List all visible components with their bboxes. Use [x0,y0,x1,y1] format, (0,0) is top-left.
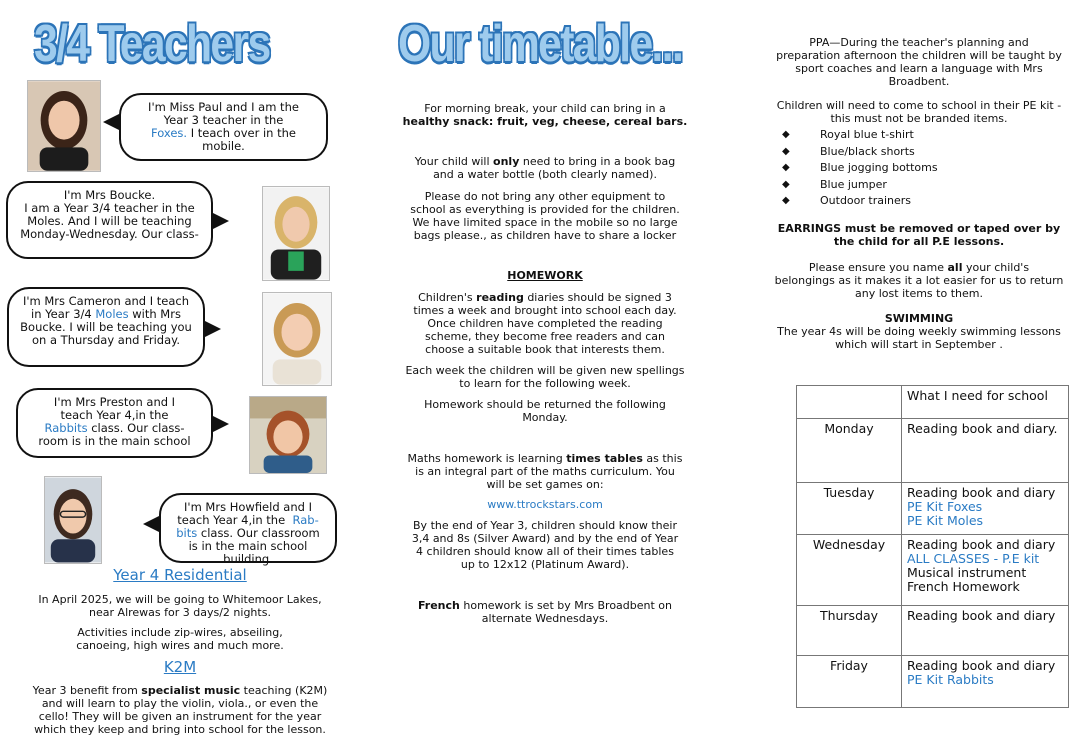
bubble-tail [203,320,221,338]
bubble-line: Monday-Wednesday. Our class- [20,227,199,241]
text-run: Your child will [414,155,494,168]
returned-paragraph [380,398,710,424]
pe-kit-paragraph [760,99,1078,125]
table-header-cell: What I need for school [902,386,1069,419]
table-row [797,656,1069,708]
items-cell [902,483,1069,535]
list-item [782,193,938,210]
text-run: as this [642,452,683,465]
item-line: Reading book and diary [907,537,1056,552]
text-run: Year 3 benefit from [32,684,142,697]
table-row [797,535,1069,606]
table-row [797,483,1069,535]
text-line: to learn for the following week. [459,377,631,390]
residential-paragraph [0,593,360,619]
item-line: PE Kit Rabbits [907,672,994,687]
k2m-heading[interactable]: K2M [163,658,197,676]
text-line: Once children have completed the reading [427,317,663,330]
spellings-paragraph [380,364,710,390]
teacher-photo-mrs-cameron [262,292,332,386]
class-name-rabbits-end: bits [176,526,198,540]
text-line: and will learn to play the violin, viola., or even the [41,697,319,710]
day-cell: Wednesday [797,535,902,606]
text-line: school as everything is provided for the children. [410,203,680,216]
activities-paragraph [0,626,360,652]
bubble-line: Rabbits class. Our class- [44,421,185,435]
bubble-line: teach Year 4,in the Rab- [177,513,319,527]
text-line [0,684,360,697]
homework-heading: HOMEWORK [507,269,583,282]
text-line: up to 12x12 (Platinum Award). [460,558,630,571]
text-line: any lost items to them. [855,287,983,300]
day-cell: Tuesday [797,483,902,535]
reading-paragraph [380,291,710,356]
info-column [760,0,1083,742]
text-run: teaching (K2M) [240,684,328,697]
day-cell: Friday [797,656,902,708]
text-line [760,261,1078,274]
text-line: belongings as it makes it a lot easier for us to return [774,274,1064,287]
items-cell [902,656,1069,708]
class-name-rabbits: Rabbits [44,421,88,435]
bubble-line: I'm Mrs Preston and I [53,395,176,409]
text-line [380,599,710,612]
diamond-bullet-icon: ◆ [782,145,790,157]
bubble-line: is in the main school building. [188,539,308,566]
text-line: preparation afternoon the children will be taught by [776,49,1062,62]
item-line: ALL CLASSES - P.E kit [907,551,1040,566]
text-line [380,155,710,168]
table-header-row [797,386,1069,419]
text-line: choose a suitable book that interests them. [425,343,665,356]
snack-paragraph [380,102,710,128]
item-line: Reading book and diary [907,658,1056,673]
ppa-paragraph [760,36,1078,88]
bag-paragraph [380,155,710,181]
text-line: the child for all P.E lessons. [833,235,1005,248]
bubble-tail [211,415,229,433]
text-bold: reading [476,291,524,304]
bubble-line: teach Year 4,in the [60,408,169,422]
teacher-bubble-mrs-howfield [159,493,337,566]
text-run: need to bring in a book bag [519,155,676,168]
text-line: PPA—During the teacher's planning and [809,36,1029,49]
item-line: Musical instrument [907,565,1027,580]
teachers-column [0,0,360,742]
items-cell [902,419,1069,483]
table-row [797,419,1069,483]
text-line: and a water bottle (both clearly named). [433,168,657,181]
names-paragraph [760,261,1078,300]
text-bold: specialist music [141,684,241,697]
teacher-photo-mrs-howfield [44,476,102,564]
diamond-bullet-icon: ◆ [782,162,790,173]
text-line: We have limited space in the mobile so no large [412,216,678,229]
ttrockstars-link[interactable]: www.ttrockstars.com [487,498,603,511]
teacher-photo-mrs-preston [249,396,327,474]
text-line: alternate Wednesdays. [481,612,609,625]
text-line: Monday. [522,411,568,424]
text-line: bags please., as children have to share a locker [413,229,677,242]
text-line: near Alrewas for 3 days/2 nights. [89,606,271,619]
items-cell [902,535,1069,606]
text-bold: all [947,261,963,274]
bubble-line: Year 3 teacher in the [163,113,284,127]
bubble-tail [211,212,229,230]
bubble-line: I'm Mrs Cameron and I teach [22,294,190,308]
text-run: homework is set by Mrs Broadbent on [459,599,673,612]
day-cell: Thursday [797,606,902,656]
diamond-bullet-icon: ◆ [782,129,790,140]
text-bold: healthy snack: fruit, veg, cheese, cereal bars. [402,115,688,128]
bubble-tail [103,113,121,131]
bubble-line: room is in the main school [38,434,191,448]
text-line: canoeing, high wires and much more. [76,639,284,652]
text-line: Each week the children will be given new spellings [405,364,685,377]
text-run: Maths homework is learning [407,452,567,465]
text-line: scheme, they become free readers and can [425,330,665,343]
text-line: which they keep and bring into school for the lesson. [34,723,326,736]
text-line: For morning break, your child can bring in a [424,102,666,115]
bubble-line: mobile. [202,139,245,153]
text-run: your child's [962,261,1030,274]
k2m-paragraph [0,684,360,736]
bubble-line: Moles. And I will be teaching [27,214,192,228]
text-line: cello! They will be given an instrument for the year [38,710,322,723]
list-item [782,144,938,161]
text-line: Homework should be returned the following [424,398,666,411]
text-line: Broadbent. [888,75,950,88]
diamond-bullet-icon: ◆ [782,178,790,190]
text-line: EARRINGS must be removed or taped over by [777,222,1061,235]
swimming-heading: SWIMMING [884,312,954,325]
class-name-moles: Moles [95,307,129,321]
list-item [782,177,938,194]
text-line: Please do not bring any other equipment to [424,190,666,203]
pe-kit-list [782,127,938,210]
list-item-text: Outdoor trainers [820,194,912,207]
text-line: 3,4 and 8s (Silver Award) and by the end of Year [411,532,679,545]
weekly-needs-table [796,385,1069,708]
text-line: times a week and brought into school each day. [413,304,677,317]
text-line: which will start in September . [835,338,1003,351]
list-item-text: Blue/black shorts [820,144,915,158]
text-line [380,291,710,304]
teacher-bubble-mrs-preston [16,388,213,458]
bubble-line: in Year 3/4 Moles with Mrs [31,307,181,321]
bubble-line: I am a Year 3/4 teacher in the [24,201,195,215]
item-line: Reading book and diary. [907,421,1058,436]
bubble-line: I'm Mrs Boucke. [63,188,156,202]
teacher-photo-miss-paul [27,80,101,172]
text-line: this must not be branded items. [830,112,1008,125]
day-cell: Monday [797,419,902,483]
text-line: is an integral part of the maths curriculum. You [415,465,675,478]
bubble-line: bits class. Our classroom [176,526,320,540]
text-bold: times tables [566,452,643,465]
text-line: sport coaches and learn a language with Mrs [795,62,1043,75]
swimming-paragraph [760,325,1078,351]
teacher-bubble-mrs-boucke [6,181,213,259]
item-line: Reading book and diary [907,608,1056,623]
text-line: The year 4s will be doing weekly swimming lessons [777,325,1061,338]
timetable-column [380,0,720,742]
table-row [797,606,1069,656]
equipment-paragraph [380,190,710,242]
class-name-rabbits-start: Rab- [292,513,319,527]
list-item [782,127,938,144]
teachers-title: 3/4 Teachers [34,15,270,73]
list-item [782,160,938,177]
text-line: In April 2025, we will be going to Whitemoor Lakes, [38,593,322,606]
french-paragraph [380,599,710,625]
residential-heading[interactable]: Year 4 Residential [113,566,247,584]
bubble-line: I'm Miss Paul and I am the [148,100,299,114]
text-line: Activities include zip-wires, abseiling, [77,626,283,639]
earrings-notice [760,222,1078,248]
text-line: Children will need to come to school in their PE kit - [776,99,1062,112]
class-name-foxes: Foxes. [151,126,188,140]
item-line: PE Kit Moles [907,513,984,528]
bubble-line: on a Thursday and Friday. [32,333,180,347]
item-line: Reading book and diary [907,485,1056,500]
text-run: diaries should be signed 3 [523,291,672,304]
text-run: Children's [418,291,477,304]
teacher-photo-mrs-boucke [262,186,330,281]
text-bold: French [417,599,460,612]
text-line: By the end of Year 3, children should know their [413,519,677,532]
maths-paragraph [380,452,710,491]
diamond-bullet-icon: ◆ [782,195,790,206]
awards-paragraph [380,519,710,571]
text-run: Please ensure you name [808,261,948,274]
text-line: 4 children should know all of their times tables [416,545,674,558]
teacher-bubble-mrs-cameron [7,287,205,367]
list-item-text: Blue jogging bottoms [820,161,938,174]
text-line [380,452,710,465]
item-line: French Homework [907,579,1020,594]
items-cell [902,606,1069,656]
text-line [380,115,710,128]
timetable-title: Our timetable... [398,15,683,73]
list-item-text: Blue jumper [820,177,887,191]
text-bold: only [493,155,520,168]
bubble-line: Foxes. I teach over in the [151,126,296,140]
teacher-bubble-miss-paul [119,93,328,161]
text-line: will be set games on: [486,478,604,491]
bubble-line: I'm Mrs Howfield and I [184,500,312,514]
list-item-text: Royal blue t-shirt [820,128,914,141]
item-line: PE Kit Foxes [907,499,983,514]
bubble-line: Boucke. I will be teaching you [20,320,192,334]
table-corner-cell [797,386,902,419]
